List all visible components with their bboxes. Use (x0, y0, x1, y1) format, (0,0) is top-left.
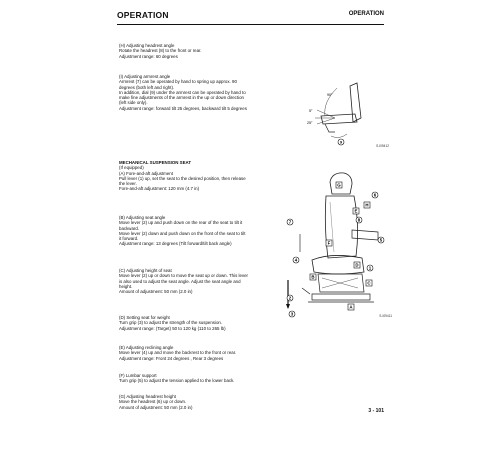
section-heading: (H) Adjusting headrest angle (119, 43, 175, 48)
callout-1: 1 (368, 265, 372, 271)
angle-label-90: 90° (327, 93, 333, 97)
callout-5: 5 (379, 237, 383, 243)
callout-6: 6 (373, 192, 377, 198)
section-line: Move lever (2) up or down to move the seat up or down. This lever (119, 273, 249, 279)
page-header (117, 10, 384, 24)
section-line: Adjustment range: 13 degrees (Tilt forward/tilt back angle) (119, 241, 232, 247)
callout-f: F (327, 240, 331, 246)
section-heading: (D) Setting seat for weight (119, 315, 170, 320)
section-heading: (I) Adjusting armrest angle (119, 74, 171, 79)
section-seat-angle (119, 215, 277, 247)
callout-7: 7 (288, 219, 292, 225)
section-mechanical-seat (119, 160, 277, 192)
section-headrest-height (119, 394, 277, 410)
figure-id: S-I09411 (379, 314, 392, 318)
section-line: height. (119, 283, 133, 289)
callout-e: E (354, 208, 358, 214)
section-lumbar (119, 373, 277, 384)
section-line: Adjustment range: (Target) 50 to 120 kg (110 to 265 lb) (119, 325, 226, 331)
callout-c: C (367, 280, 371, 286)
section-line: (If equipped) (119, 165, 144, 171)
section-line: Adjustment range: forward tilt 25 degrees, backward tilt 5 degrees (119, 105, 247, 111)
header-divider (117, 24, 384, 25)
armrest-figure (295, 78, 389, 148)
callout-2: 2 (288, 295, 292, 301)
section-line: Amount of adjustment: 50 mm (2.0 in) (119, 289, 193, 295)
section-line: Move lever (2) up and push down on the rear of the seat to tilt it (119, 220, 243, 226)
section-heading: (G) Adjusting headrest height (119, 394, 176, 399)
section-line: backward. (119, 225, 140, 231)
section-line: Adjustment range: 60 degrees (119, 53, 178, 59)
callout-b: B (311, 274, 315, 280)
callout-d: D (355, 262, 359, 268)
section-line: Move lever (4) up and move the backrest to the front or rear. (119, 350, 237, 356)
section-line: Rotate the headrest (8) to the front or rear. (119, 48, 202, 54)
callout-4: 4 (294, 257, 298, 263)
armrest-diagram (295, 78, 389, 148)
section-line: Fore-and-aft adjustment: 120 mm (4.7 in) (119, 186, 200, 192)
section-line: degrees (both left and right). (119, 84, 175, 90)
callout-h: H (365, 202, 369, 208)
section-heading: (B) Adjusting seat angle (119, 215, 166, 220)
section-line: (left side only). (119, 100, 148, 106)
section-line: Amount of adjustment: 50 mm (2.0 in) (119, 404, 193, 410)
section-line: Adjustment range: Front 24 degrees , Rear 3 degrees (119, 355, 224, 361)
page-number: 3 - 101 (368, 408, 384, 414)
angle-label-25: 25° (307, 121, 313, 125)
section-line: Turn grip (3) to adjust the strength of the suspension. (119, 320, 223, 326)
section-seat-height (119, 268, 277, 294)
figure-id: S-I09412 (376, 144, 389, 148)
section-heading: (E) Adjusting reclining angle (119, 345, 174, 350)
section-line: Move lever (2) down and push down on the front of the seat to tilt (119, 230, 246, 236)
section-line: make fine adjustments of the armrest in the up or down direction (119, 95, 244, 101)
callout-a: A (349, 304, 353, 310)
callout-8: 8 (357, 217, 361, 223)
callout-3: 3 (290, 311, 294, 317)
section-weight (119, 315, 277, 331)
section-line: it forward. (119, 236, 139, 242)
section-heading: (C) Adjusting height of seat (119, 268, 172, 273)
section-line: is also used to adjust the seat angle. Adjust the seat angle and (119, 278, 241, 284)
section-heading: (F) Lumbar support (119, 373, 157, 378)
section-heading: (A) Fore-and-aft adjustment (119, 170, 173, 176)
callout-g: G (337, 182, 341, 188)
callout-9: 9 (339, 139, 343, 145)
seat-figure (282, 168, 392, 320)
section-line: the lever. (119, 181, 137, 187)
section-line: Turn grip (5) to adjust the tension applied to the lower back. (119, 378, 235, 384)
header-title-right: OPERATION (348, 11, 384, 17)
section-line: Move the headrest (6) up or down. (119, 399, 187, 405)
section-headrest-angle (119, 43, 277, 59)
section-title: MECHANICAL SUSPENSION SEAT (119, 160, 192, 165)
header-title-left: OPERATION (117, 10, 169, 20)
angle-label-5: 5° (309, 109, 313, 113)
section-line: In addition, dial (9) under the armrest can be operated by hand to (119, 89, 246, 95)
section-reclining (119, 345, 277, 361)
seat-diagram (282, 168, 392, 320)
section-line: Armrest (7) can be operated by hand to spring up approx. 90 (119, 79, 237, 85)
section-line: Pull lever (1) up, set the seat to the desired position, then release (119, 175, 246, 181)
